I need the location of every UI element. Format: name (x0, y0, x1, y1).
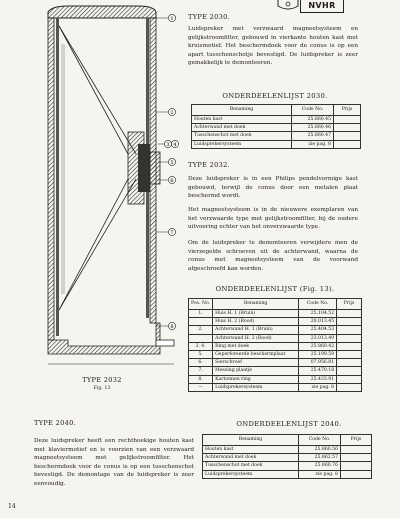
part-price (337, 375, 362, 383)
table-row (192, 124, 361, 132)
header-code: Code No. (292, 105, 334, 116)
part-name: Huis H. 2 (Rood) (213, 318, 299, 326)
part-price (337, 359, 362, 367)
table-row (192, 116, 361, 124)
part-name: Tusschenschot met doek (192, 132, 292, 140)
type-2040-title: TYPE 2040. (34, 419, 76, 427)
header-code: Code No. (299, 299, 337, 310)
part-price (337, 383, 362, 391)
table-row (203, 446, 372, 454)
type-2032-description-1: Deze luidspreker is in een Philips pendelvormige kast gebouwd, terwijl de conus door een metalen plaat beschermd wordt. (188, 176, 358, 200)
part-code: 25.860.46 (292, 124, 334, 132)
part-price (337, 342, 362, 350)
page-number: 14 (8, 503, 16, 510)
part-name: Tusschenschot met doek (203, 462, 299, 470)
pos-no: 2. (189, 326, 213, 334)
pos-no: 5. (189, 351, 213, 359)
parts-list-2040-title: ONDERDEELENLIJST 2040. (236, 420, 342, 428)
pos-no (189, 318, 213, 326)
header-benaming: Benaming (203, 435, 299, 446)
table-row (203, 470, 372, 478)
part-price (337, 310, 362, 318)
table-header-row (203, 435, 372, 446)
part-name: Luidsprekersysteem (192, 140, 292, 148)
callout-7: 7 (170, 229, 174, 236)
parts-table-2040 (202, 434, 372, 479)
part-name: Luidsprekersysteem (203, 470, 299, 478)
callout-3: 3 (166, 141, 170, 148)
figure-number: Fig. 13 (93, 386, 111, 391)
part-code: 25.862.57 (299, 454, 341, 462)
pos-no: 7. (189, 367, 213, 375)
cone-lines (59, 26, 136, 310)
pos-no: 3. 4. (189, 342, 213, 350)
pos-no: 1. (189, 310, 213, 318)
table-header-row (192, 105, 361, 116)
header-prijs: Prijs (337, 299, 362, 310)
part-code: 25.860.76 (299, 462, 341, 470)
table-row (189, 326, 362, 334)
pos-no: — (189, 383, 213, 391)
table-row (189, 375, 362, 383)
type-2032-title: TYPE 2032. (188, 161, 230, 169)
part-code: zie pag. 8 (299, 383, 337, 391)
cabinet-base (48, 323, 174, 364)
part-name: Luidsprekersysteem (213, 383, 299, 391)
part-code: 25.860.47 (292, 132, 334, 140)
table-row (189, 359, 362, 367)
parts-list-2032-title: ONDERDEELENLIJST (Fig. 13). (215, 285, 335, 293)
front-grille (62, 44, 64, 294)
type-2040-description: Deze luidspreker heeft een rechthoekige houten kast met klaviermotief en is voorzien van een verzwaard magneetsysteem met gelijkstroomfilter. Het beschermdoek voor de conus is op een tusschenschot bevestigd. De demontage van de luidspreker is zeer eenvoudig. (34, 438, 194, 487)
part-code: 25.104.52 (299, 310, 337, 318)
callout-markers (164, 14, 178, 329)
callout-2: 2 (170, 109, 174, 116)
part-name: Achterwand met doek (203, 454, 299, 462)
part-price (337, 367, 362, 375)
part-price (334, 124, 361, 132)
table-row (189, 310, 362, 318)
header-prijs: Prijs (341, 435, 372, 446)
table-header-row (189, 299, 362, 310)
type-2030-title: TYPE 2030. (188, 13, 230, 21)
pos-no: 8. (189, 375, 213, 383)
part-price (337, 326, 362, 334)
stamp-logo-icon (276, 0, 300, 11)
part-name: Houten kast (203, 446, 299, 454)
part-name: Houten kast (192, 116, 292, 124)
pos-no (189, 334, 213, 342)
figure-caption: TYPE 2032 (82, 376, 122, 384)
part-name: Achterwand H. 1 (Bruin) (213, 326, 299, 334)
part-name: Geperforeerde beschermplaat (213, 351, 299, 359)
part-code: zie pag. 8 (292, 140, 334, 148)
table-row (189, 367, 362, 375)
part-code: 25.404.53 (299, 326, 337, 334)
part-name: Achterwand H. 2 (Rood) (213, 334, 299, 342)
table-row (203, 462, 372, 470)
callout-1: 1 (170, 15, 174, 22)
header-prijs: Prijs (334, 105, 361, 116)
part-code: 25.199.59 (299, 351, 337, 359)
part-code: 25.860.56 (299, 446, 341, 454)
table-row (189, 351, 362, 359)
part-code: 20.013.45 (299, 318, 337, 326)
type-2032-description-2: Het magneetsysteem is in de nieuwere exemplaren van het verzwaarde type met gelijkstroomfilter, bij de oudere uitvoering echter van het onverzwaarde type. (188, 207, 358, 231)
part-name: Messing plaatje (213, 367, 299, 375)
part-code: 25.470.18 (299, 367, 337, 375)
part-price (341, 470, 372, 478)
part-code: 25.860.42 (299, 342, 337, 350)
table-row (192, 140, 361, 148)
callout-8: 8 (170, 323, 174, 330)
part-price (334, 116, 361, 124)
type-2030-description: Luidspreker met verzwaard magneetsysteem en gelijkstroomfilter, gebouwd in vierkante houten kast met kruismotief. Het beschermdoek voor de conus is op een apart tusschenschotje bevestigd. De luidspreker is zeer gemakkelijk te demonteeren. (188, 26, 358, 67)
header-benaming: Benaming (192, 105, 292, 116)
nvhr-stamp: NVHR (300, 0, 344, 13)
part-code: 25.860.45 (292, 116, 334, 124)
part-name: Sierschroef (213, 359, 299, 367)
part-price (334, 132, 361, 140)
part-price (337, 351, 362, 359)
table-row (189, 342, 362, 350)
part-code: 23.013.49 (299, 334, 337, 342)
callout-6: 6 (170, 177, 174, 184)
part-code: 07.956.81 (299, 359, 337, 367)
table-row (189, 334, 362, 342)
parts-list-2030-title: ONDERDEELENLIJST 2030. (222, 92, 328, 100)
part-price (337, 334, 362, 342)
part-name: Huis H. 1 (Bruin) (213, 310, 299, 318)
header-benaming: Benaming (213, 299, 299, 310)
parts-table-2030 (191, 104, 361, 149)
part-price (334, 140, 361, 148)
part-code: 25.433.91 (299, 375, 337, 383)
table-row (189, 383, 362, 391)
part-name: Ring met doek (213, 342, 299, 350)
header-pos: Pos. No. (189, 299, 213, 310)
part-name: Kartonnen ring (213, 375, 299, 383)
part-price (341, 462, 372, 470)
table-row (189, 318, 362, 326)
parts-table-2032 (188, 298, 362, 392)
table-row (192, 132, 361, 140)
table-row (203, 454, 372, 462)
part-name: Achterwand met doek (192, 124, 292, 132)
part-price (341, 446, 372, 454)
part-price (337, 318, 362, 326)
callout-5: 5 (170, 159, 174, 166)
speaker-cross-section-drawing (28, 4, 203, 376)
pos-no: 6. (189, 359, 213, 367)
header-code: Code No. (299, 435, 341, 446)
part-price (341, 454, 372, 462)
callout-4: 4 (173, 141, 177, 148)
part-code: zie pag. 8 (299, 470, 341, 478)
type-2032-description-3: Om de luidspreker te demonteeren verwijdere men de vierzegelde schroeven uit de achterwand, waarna de conus met magneetsysteem van de voorwand afgeschroefd kan worden. (188, 240, 358, 272)
